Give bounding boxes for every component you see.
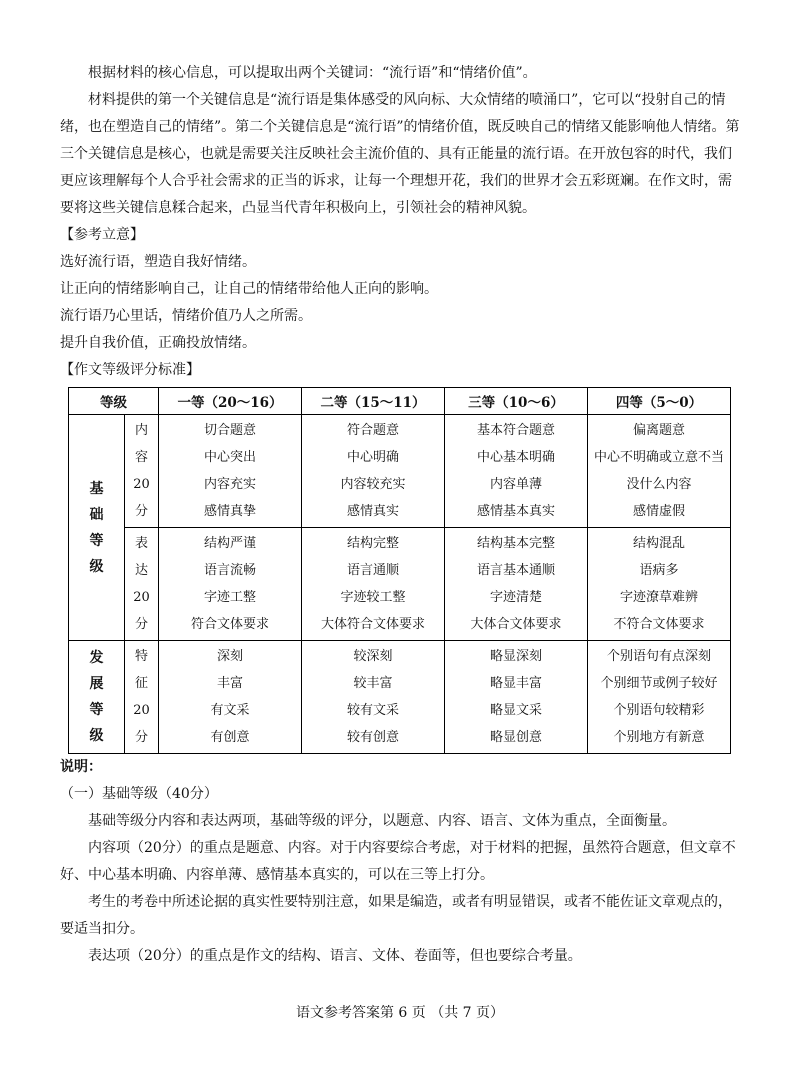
- criterion: 略显创意: [489, 730, 542, 745]
- criteria-cell: [302, 641, 445, 754]
- criterion: 结构严谨: [203, 536, 256, 551]
- criterion: 语言流畅: [203, 563, 256, 578]
- criteria-cell: [445, 641, 588, 754]
- criterion: 个别语句较精彩: [613, 703, 705, 718]
- criteria-cell: [302, 415, 445, 528]
- header-cell-grade-2: 二等（15～11）: [302, 388, 445, 415]
- criterion: 中心突出: [203, 450, 256, 465]
- criterion: 中心明确: [346, 450, 399, 465]
- grading-heading: 【作文等级评分标准】: [60, 362, 200, 378]
- criterion: 有文采: [210, 703, 250, 718]
- table-row: [69, 528, 731, 641]
- criterion: 感情基本真实: [476, 504, 555, 519]
- criterion: 感情真实: [346, 504, 399, 519]
- subcategory-char: 分: [134, 730, 148, 745]
- criterion: 字迹较工整: [340, 590, 406, 605]
- criterion: 内容单薄: [489, 477, 542, 492]
- criterion: 基本符合题意: [476, 423, 555, 438]
- header-cell-grade-4: 四等（5～0）: [588, 388, 731, 415]
- category-char: 基: [89, 480, 104, 497]
- criteria-cell: [588, 415, 731, 528]
- criterion: 结构基本完整: [476, 536, 555, 551]
- criterion: 中心不明确或立意不当: [593, 450, 724, 465]
- page-footer: 语文参考答案第 6 页 （共 7 页）: [295, 1005, 505, 1021]
- criteria-cell: [302, 528, 445, 641]
- category-char: 等: [89, 702, 104, 718]
- notes-subheading: （一）基础等级（40分）: [60, 786, 218, 802]
- notes-paragraph: 内容项（20分）的重点是题意、内容。对于内容要综合考虑，对于材料的把握，虽然符合题意，但文章不好、中心基本明确、内容单薄、感情基本真实的，可以在三等上打分。: [60, 840, 736, 883]
- category-char: 等: [89, 532, 104, 549]
- criterion: 语病多: [639, 563, 679, 578]
- criterion: 符合题意: [346, 423, 399, 438]
- criterion: 略显丰富: [489, 676, 542, 691]
- header-cell-grade-1: 一等（20～16）: [159, 388, 302, 415]
- subcategory-char: 分: [134, 504, 148, 519]
- subcategory-char: 20: [133, 477, 150, 492]
- table-header-row: [69, 388, 731, 415]
- subcategory-char: 分: [134, 617, 148, 632]
- criterion: 中心基本明确: [476, 450, 555, 465]
- category-char: 发: [89, 650, 104, 666]
- criterion: 字迹清楚: [489, 590, 542, 605]
- criteria-cell: [588, 528, 731, 641]
- criteria-cell: [159, 528, 302, 641]
- criterion: 内容较充实: [340, 477, 406, 492]
- intro-paragraph-2: 材料提供的第一个关键信息是“流行语是集体感受的风向标、大众情绪的喷涌口”，它可以“投射自己的情绪，也在塑造自己的情绪”。第二个关键信息是“流行语”的情绪价值，既反映自己的情绪又能影响他人情绪。第三个关键信息是核心，也就是需要关注反映社会主流价值的、具有正能量的流行语。在开放包容的时代，我们更应该理解每个人合乎社会需求的正当的诉求，让每一个理想开花，我们的世界才会五彩斑斓。在作文时，需要将这些关键信息糅合起来，凸显当代青年积极向上，引领社会的精神风貌。: [60, 92, 740, 216]
- subcategory-char: 内: [134, 423, 148, 438]
- criterion: 语言通顺: [346, 563, 399, 578]
- criterion: 有创意: [210, 730, 250, 745]
- criterion: 略显深刻: [489, 649, 542, 664]
- criterion: 个别语句有点深刻: [606, 649, 711, 664]
- reference-heading: 【参考立意】: [60, 227, 144, 243]
- notes-heading: 说明：: [60, 759, 102, 775]
- criterion: 没什么内容: [626, 477, 692, 492]
- document-page: [60, 60, 740, 970]
- criteria-cell: [445, 528, 588, 641]
- header-cell-grade-3: 三等（10～6）: [445, 388, 588, 415]
- header-cell-level: 等级: [69, 388, 159, 415]
- notes-paragraph: 表达项（20分）的重点是作文的结构、语言、文体、卷面等，但也要综合考量。: [88, 948, 582, 964]
- notes-paragraph: 基础等级分内容和表达两项，基础等级的评分，以题意、内容、语言、文体为重点，全面衡量。: [88, 813, 676, 829]
- criterion: 个别地方有新意: [613, 730, 705, 745]
- reference-item: 让正向的情绪影响自己，让自己的情绪带给他人正向的影响。: [60, 281, 438, 297]
- criteria-cell: [159, 641, 302, 754]
- subcategory-char: 容: [134, 450, 148, 465]
- criterion: 不符合文体要求: [613, 617, 705, 632]
- notes-paragraph: 考生的考卷中所述论据的真实性要特别注意，如果是编造，或者有明显错误，或者不能佐证文章观点的，要适当扣分。: [60, 894, 732, 937]
- table-row: [69, 415, 731, 528]
- criterion: 感情虚假: [632, 504, 685, 519]
- criterion: 内容充实: [203, 477, 256, 492]
- criterion: 感情真挚: [203, 504, 256, 519]
- criterion: 符合文体要求: [190, 617, 269, 632]
- category-char: 础: [89, 506, 104, 523]
- category-basic: [69, 415, 125, 641]
- criterion: 丰富: [216, 676, 243, 691]
- criterion: 深刻: [216, 649, 243, 664]
- criterion: 结构混乱: [632, 536, 685, 551]
- criterion: 语言基本通顺: [476, 563, 555, 578]
- subcategory-char: 征: [134, 676, 148, 691]
- reference-item: 流行语乃心里话，情绪价值乃人之所需。: [60, 308, 312, 324]
- criterion: 字迹潦草难辨: [619, 590, 698, 605]
- subcategory-content: [125, 415, 159, 528]
- criterion: 大体符合文体要求: [320, 617, 425, 632]
- criterion: 较有文采: [346, 703, 399, 718]
- subcategory-char: 特: [134, 649, 148, 664]
- criterion: 大体合文体要求: [470, 617, 562, 632]
- criterion: 略显文采: [489, 703, 542, 718]
- criterion: 较有创意: [346, 730, 399, 745]
- category-development: [69, 641, 125, 754]
- category-char: 级: [89, 728, 104, 744]
- subcategory-expression: [125, 528, 159, 641]
- criteria-cell: [159, 415, 302, 528]
- reference-item: 提升自我价值，正确投放情绪。: [60, 335, 256, 351]
- subcategory-char: 20: [133, 590, 150, 605]
- intro-paragraph-1: 根据材料的核心信息，可以提取出两个关键词：“流行语”和“情绪价值”。: [88, 65, 537, 81]
- subcategory-char: 达: [134, 563, 148, 578]
- category-char: 展: [89, 676, 104, 692]
- criteria-cell: [445, 415, 588, 528]
- category-char: 级: [89, 558, 104, 575]
- subcategory-char: 表: [134, 536, 148, 551]
- criterion: 个别细节或例子较好: [600, 676, 718, 691]
- table-row: [69, 641, 731, 754]
- criterion: 字迹工整: [203, 590, 256, 605]
- reference-item: 选好流行语，塑造自我好情绪。: [60, 254, 256, 270]
- criterion: 切合题意: [203, 423, 256, 438]
- criterion: 较深刻: [353, 649, 393, 664]
- grading-table: [68, 387, 731, 754]
- subcategory-features: [125, 641, 159, 754]
- subcategory-char: 20: [133, 703, 150, 718]
- criterion: 较丰富: [353, 676, 393, 691]
- criterion: 结构完整: [346, 536, 399, 551]
- criteria-cell: [588, 641, 731, 754]
- criterion: 偏离题意: [632, 423, 685, 438]
